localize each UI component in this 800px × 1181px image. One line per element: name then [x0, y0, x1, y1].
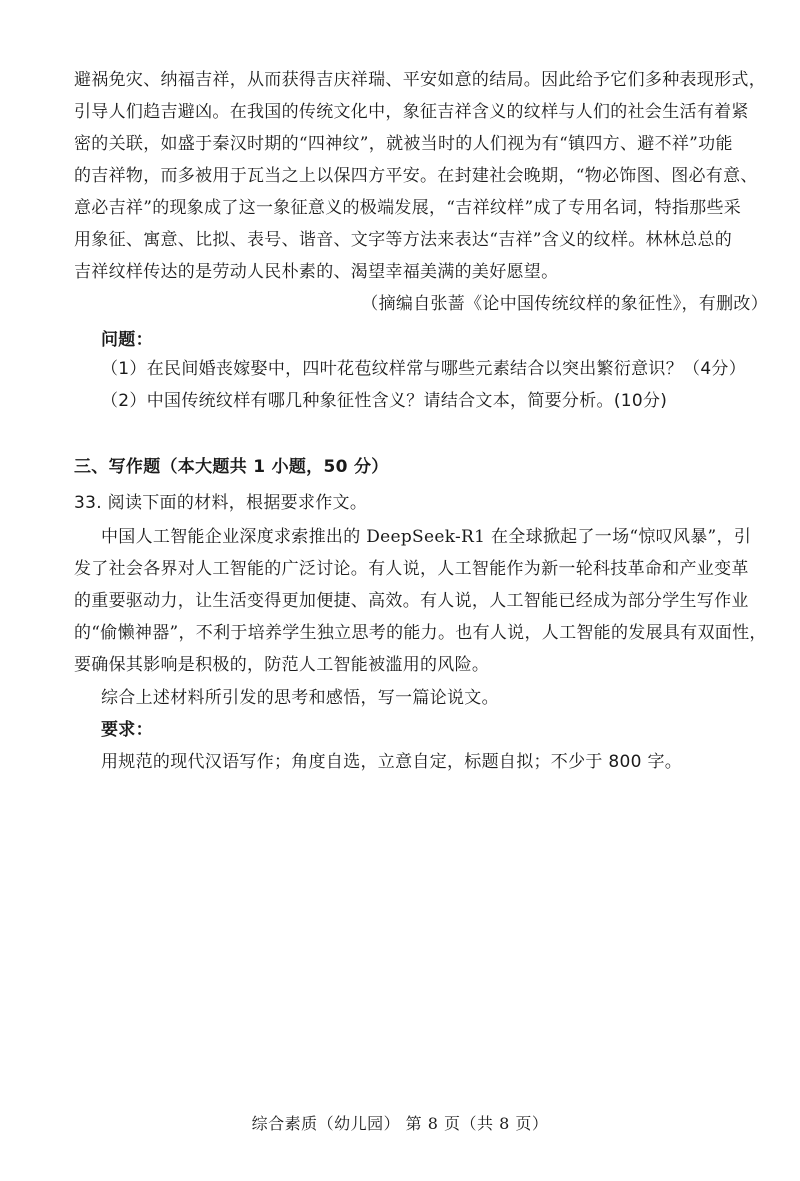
material-line-1: 中国人工智能企业深度求索推出的 DeepSeek-R1 在全球掀起了一场“惊叹风暴”，引 [101, 527, 752, 547]
requirements-text: 用规范的现代汉语写作；角度自选，立意自定，标题自拟；不少于 800 字。 [101, 752, 683, 772]
passage-line-3: 密的关联，如盛于秦汉时期的“四神纹”，就被当时的人们视为有“镇四方、避不祥”功能 [74, 134, 733, 154]
passage-source: （摘编自张蔷《论中国传统纹样的象征性》，有删改） [361, 294, 768, 314]
page-footer: 综合素质（幼儿园） 第 8 页（共 8 页） [251, 1114, 549, 1133]
material-line-5: 要确保其影响是积极的，防范人工智能被滥用的风险。 [74, 655, 490, 675]
material-line-2: 发了社会各界对人工智能的广泛讨论。有人说，人工智能作为新一轮科技革命和产业变革 [74, 559, 749, 579]
passage-line-6: 用象征、寓意、比拟、表号、谐音、文字等方法来表达“吉祥”含义的纹样。林林总总的 [74, 230, 733, 250]
passage-line-2: 引导人们趋吉避凶。在我国的传统文化中，象征吉祥含义的纹样与人们的社会生活有着紧 [74, 102, 749, 122]
passage-line-4: 的吉祥物，而多被用于瓦当之上以保四方平安。在封建社会晚期，“物必饰图、图必有意、 [74, 166, 758, 186]
question-1: （1）在民间婚丧嫁娶中，四叶花苞纹样常与哪些元素结合以突出繁衍意识？（4分） [101, 359, 747, 379]
question-2: （2）中国传统纹样有哪几种象征性含义？请结合文本，简要分析。(10分) [101, 391, 668, 411]
writing-prompt: 综合上述材料所引发的思考和感悟，写一篇论说文。 [101, 688, 499, 708]
section-3-heading: 三、写作题（本大题共 1 小题，50 分） [74, 457, 389, 477]
passage-line-5: 意必吉祥”的现象成了这一象征意义的极端发展，“吉祥纹样”成了专用名词，特指那些采 [74, 198, 742, 218]
material-line-4: 的“偷懒神器”，不利于培养学生独立思考的能力。也有人说，人工智能的发展具有双面性， [74, 623, 767, 643]
requirements-heading: 要求： [101, 720, 153, 740]
passage-line-7: 吉祥纹样传达的是劳动人民朴素的、渴望幸福美满的美好愿望。 [74, 262, 559, 282]
questions-heading: 问题： [101, 330, 153, 350]
material-line-3: 的重要驱动力，让生活变得更加便捷、高效。有人说，人工智能已经成为部分学生写作业 [74, 591, 749, 611]
question-33-title: 33. 阅读下面的材料，根据要求作文。 [74, 493, 368, 513]
passage-line-1: 避祸免灾、纳福吉祥，从而获得吉庆祥瑞、平安如意的结局。因此给予它们多种表现形式， [74, 70, 766, 90]
